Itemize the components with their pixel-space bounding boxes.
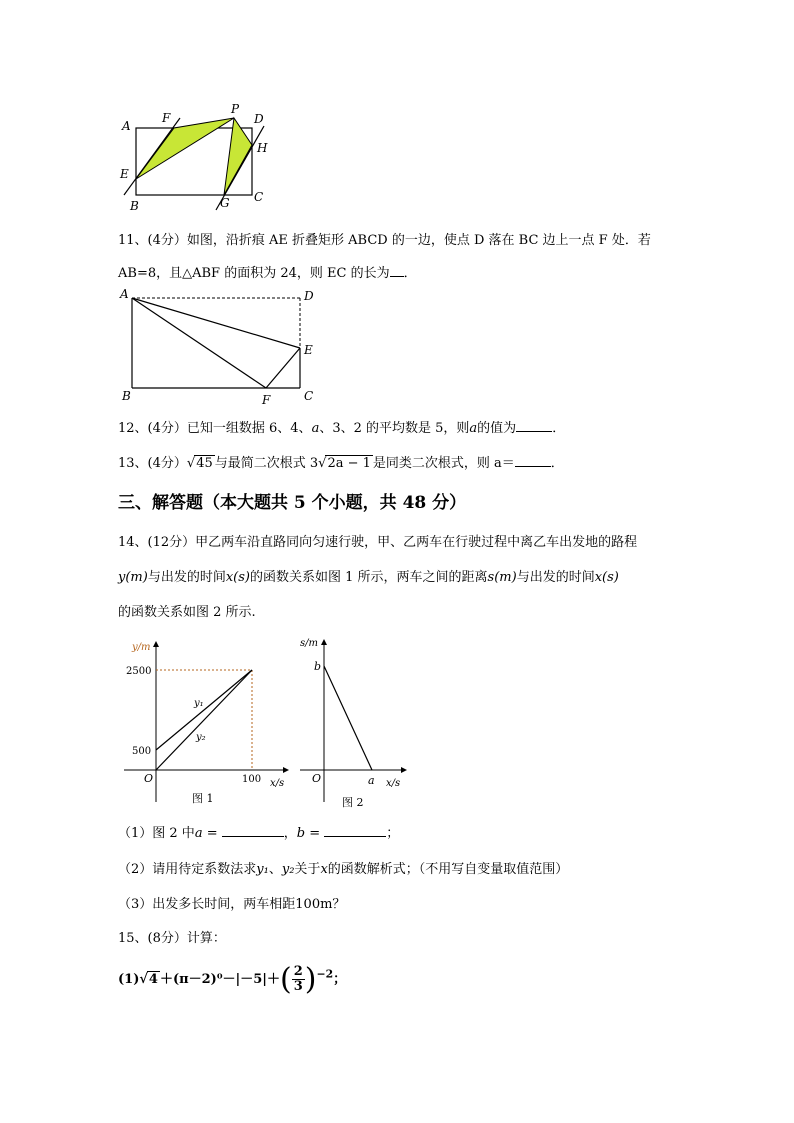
label-A: A — [120, 287, 129, 301]
q15-sqrt-4: 4 — [148, 972, 158, 987]
fig1-y-500: 500 — [132, 746, 152, 757]
q15-paren-right: ) — [304, 962, 317, 997]
q14-b-blank[interactable] — [324, 824, 386, 837]
q12-text-b: 、3、2 的平均数是 5，则 — [319, 421, 470, 436]
q11-answer-blank[interactable] — [390, 264, 404, 277]
q15-paren-left: ( — [280, 962, 292, 997]
q13-end: ． — [550, 456, 564, 471]
q15-frac-num: 2 — [293, 964, 303, 979]
fig1-y-2500: 2500 — [126, 666, 152, 677]
q14-sub2 — [118, 858, 568, 877]
q14-sub1-eq: = — [202, 826, 222, 841]
fig1-origin: O — [144, 772, 154, 785]
q14-sub3-text: （3）出发多长时间，两车相距 — [118, 897, 296, 912]
label-C: C — [254, 190, 264, 204]
q15-end: ； — [333, 972, 347, 987]
fig2-origin: O — [312, 772, 322, 785]
q14-sub1-end: ； — [386, 826, 400, 841]
q14-sub1-text: （1）图 2 中 — [118, 826, 195, 841]
q14-line2-b: 与出发的时间 — [147, 570, 226, 585]
q14-sub1-eq2: = — [305, 826, 325, 841]
label-F: F — [262, 393, 271, 407]
label-E: E — [304, 343, 313, 357]
label-F: F — [162, 111, 171, 125]
fig1-xlabel: x/s — [270, 778, 285, 789]
q14-sub3-val: 100m — [295, 897, 333, 912]
q15-exp: −2 — [316, 967, 334, 981]
q12-line — [118, 417, 565, 436]
q14-sub1-b: b — [296, 826, 306, 841]
q13-text-b: 与最简二次根式 3 — [214, 456, 319, 471]
fig2-a: a — [368, 774, 375, 787]
q11-line2-text: AB=8，且△ABF 的面积为 24，则 EC 的长为 — [118, 266, 390, 281]
q14-sub2-text: （2）请用待定系数法求 — [118, 862, 257, 877]
q14-figure-2 — [296, 632, 416, 812]
q14-line2 — [118, 566, 619, 585]
q14-figure-1 — [120, 636, 300, 808]
fig1-x-100: 100 — [242, 774, 262, 785]
q13-text-c: 是同类二次根式，则 a＝ — [372, 456, 515, 471]
q14-xs: x(s) — [225, 570, 250, 585]
q15-part-b: ＋(π－2)⁰－|－5|＋ — [159, 972, 281, 987]
q11-line1: 11、(4分）如图，沿折痕 AE 折叠矩形 ABCD 的一边，使点 D 落在 BC 边上一点 F 处．若 — [118, 233, 651, 248]
q14-sub1 — [118, 822, 399, 841]
figure-rectangle-triangles — [116, 100, 276, 212]
line-af — [132, 298, 266, 388]
q14-sub1-a: a — [194, 826, 203, 841]
fig2-caption: 图 2 — [342, 796, 364, 809]
label-P: P — [231, 102, 240, 116]
left-green-triangle — [136, 118, 234, 179]
label-C: C — [304, 389, 314, 403]
q14-line1: 14、(12分）甲乙两车沿直路同向匀速行驶，甲、乙两车在行驶过程中离乙车出发地的路程 — [118, 535, 638, 550]
q12-var-a2: a — [469, 421, 478, 436]
right-green-triangle — [224, 118, 252, 195]
q14-sub3 — [118, 893, 345, 912]
q14-line2-f: 与出发的时间 — [516, 570, 595, 585]
line-fe — [266, 348, 300, 388]
label-G: G — [220, 196, 230, 210]
label-B: B — [122, 389, 131, 403]
label-B: B — [130, 199, 139, 212]
q15-title: 15、(8分）计算： — [118, 931, 226, 946]
q13-sqrt-45: 45 — [196, 456, 213, 471]
fig2-xlabel: x/s — [386, 778, 401, 789]
q12-text-c: 的值为 — [477, 421, 517, 436]
section-3-title: 三、解答题（本大题共 5 个小题，共 48 分） — [118, 493, 467, 513]
q15-frac-den: 3 — [293, 979, 303, 994]
fig1-y1-label: y₁ — [194, 698, 204, 709]
label-D: D — [304, 289, 314, 303]
q12-text-a: 12、(4分）已知一组数据 6、4、 — [118, 421, 312, 436]
q14-sub2-y2: y₂ — [281, 862, 295, 877]
q13-text-a: 13、(4分） — [118, 456, 187, 471]
q15-label: (1) — [118, 972, 140, 987]
q14-sub2-x: x — [320, 862, 328, 877]
fig2-line — [324, 666, 372, 770]
q14-a-blank[interactable] — [222, 824, 284, 837]
q12-end: ． — [552, 421, 566, 436]
q14-line3: 的函数关系如图 2 所示. — [118, 605, 256, 620]
fig1-caption: 图 1 — [192, 792, 214, 805]
fig1-ylabel: y/m — [132, 642, 151, 653]
label-D: D — [254, 112, 264, 126]
fig1-y2-label: y₂ — [196, 732, 206, 743]
q13-sqrt-2a-1: 2a − 1 — [327, 456, 371, 471]
q14-sub2-b: 关于 — [294, 862, 321, 877]
q12-var-a: a — [311, 421, 320, 436]
line-ae — [132, 298, 300, 348]
q14-sub2-c: 的函数解析式；（不用写自变量取值范围） — [327, 862, 569, 877]
q14-sub1-sep: ， — [283, 826, 297, 841]
q11-line2 — [118, 262, 417, 281]
q15-fraction — [292, 965, 305, 994]
q14-sub2-y1: y₁ — [256, 862, 269, 877]
q12-answer-blank[interactable] — [516, 419, 552, 432]
q14-line2-d: 的函数关系如图 1 所示，两车之间的距离 — [250, 570, 488, 585]
q14-xs2: x(s) — [594, 570, 619, 585]
q13-answer-blank[interactable] — [515, 454, 551, 467]
fig2-ylabel: s/m — [300, 638, 318, 649]
label-E: E — [120, 167, 129, 181]
q13-line: 13、(4分）√45 与最简二次根式 3√2a − 1 是同类二次根式，则 a＝ ． — [118, 456, 564, 471]
fig2-b: b — [314, 660, 322, 673]
q14-ym: y(m) — [118, 570, 148, 585]
q14-sub3-end: ？ — [332, 897, 346, 912]
q14-sub2-sep: 、 — [268, 862, 282, 877]
figure-fold-rectangle — [116, 284, 326, 408]
q11-end: ． — [403, 266, 417, 281]
label-A: A — [122, 119, 131, 133]
q15-expr: (1)√4 ＋(π－2)⁰－|－5|＋( $\frac{2}{3}$ )$^{-2}$； — [118, 962, 347, 997]
q14-sm: s(m) — [487, 570, 517, 585]
label-H: H — [257, 141, 268, 155]
fig1-line-y2 — [156, 670, 252, 770]
